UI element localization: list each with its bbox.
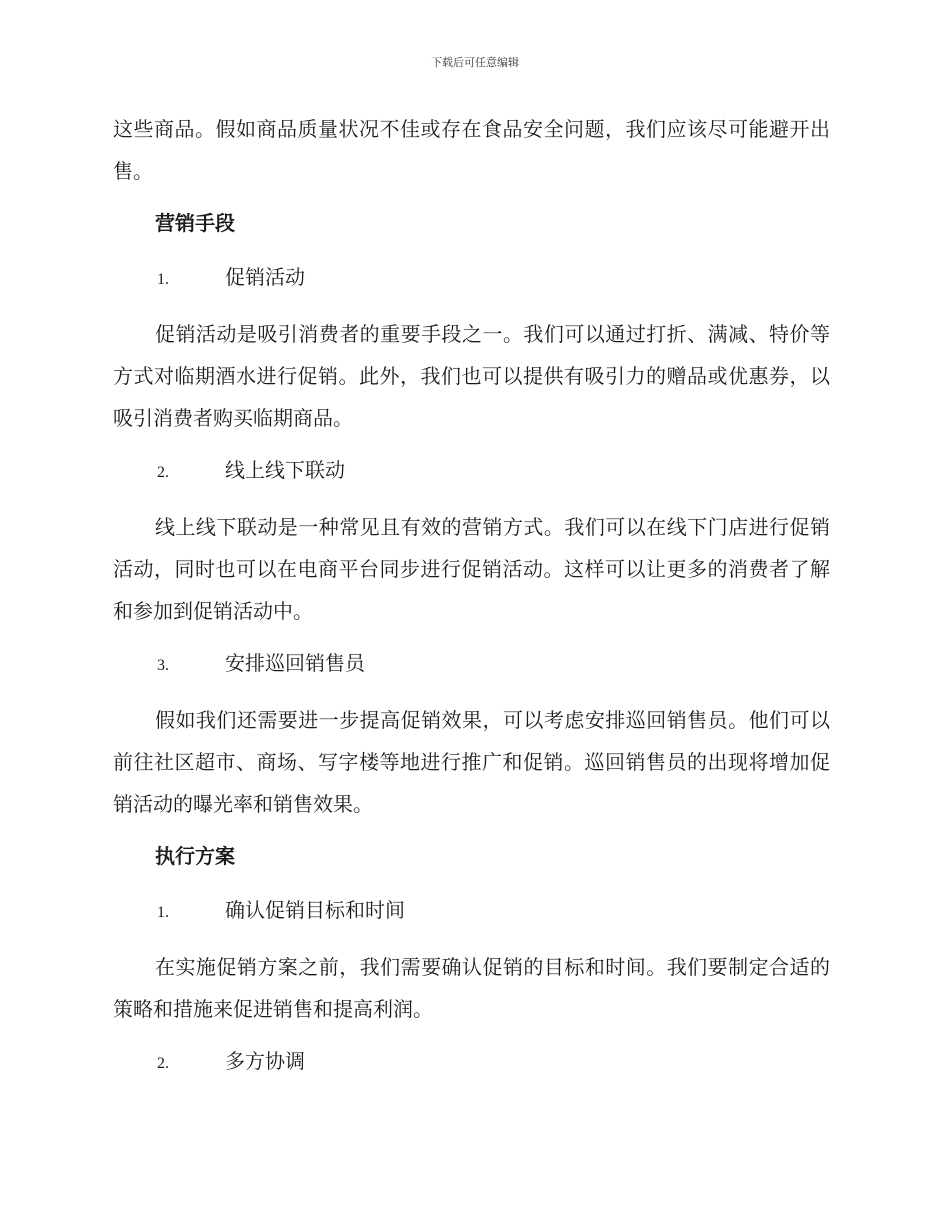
paragraph: 这些商品。假如商品质量状况不佳或存在食品安全问题，我们应该尽可能避开出售。 [113, 117, 830, 183]
list-label: 确认促销目标和时间 [225, 898, 405, 922]
list-item [113, 889, 830, 934]
paragraph: 在实施促销方案之前，我们需要确认促销的目标和时间。我们要制定合适的策略和措施来促进销售和提高利润。 [113, 955, 830, 1021]
list-label: 多方协调 [225, 1049, 305, 1073]
document-body [113, 108, 830, 1097]
list-item [113, 642, 830, 687]
section-heading: 执行方案 [155, 844, 235, 868]
list-number: 2. [157, 1055, 169, 1072]
list-label: 促销活动 [225, 265, 305, 289]
paragraph: 促销活动是吸引消费者的重要手段之一。我们可以通过打折、满减、特价等方式对临期酒水进行促销。此外，我们也可以提供有吸引力的赠品或优惠券，以吸引消费者购买临期商品。 [113, 322, 830, 430]
section-heading: 营销手段 [155, 211, 235, 235]
list-label: 安排巡回销售员 [225, 651, 365, 675]
list-item [113, 256, 830, 301]
paragraph: 线上线下联动是一种常见且有效的营销方式。我们可以在线下门店进行促销活动，同时也可以在电商平台同步进行促销活动。这样可以让更多的消费者了解和参加到促销活动中。 [113, 515, 830, 623]
list-number: 2. [157, 464, 169, 481]
list-number: 1. [157, 904, 169, 921]
paragraph: 假如我们还需要进一步提高促销效果，可以考虑安排巡回销售员。他们可以前往社区超市、商场、写字楼等地进行推广和促销。巡回销售员的出现将增加促销活动的曝光率和销售效果。 [113, 708, 830, 816]
list-number: 1. [157, 271, 169, 288]
list-number: 3. [157, 657, 169, 674]
list-item [113, 1040, 830, 1085]
page-header: 下载后可任意编辑 [431, 56, 519, 69]
list-label: 线上线下联动 [225, 458, 345, 482]
list-item [113, 449, 830, 494]
